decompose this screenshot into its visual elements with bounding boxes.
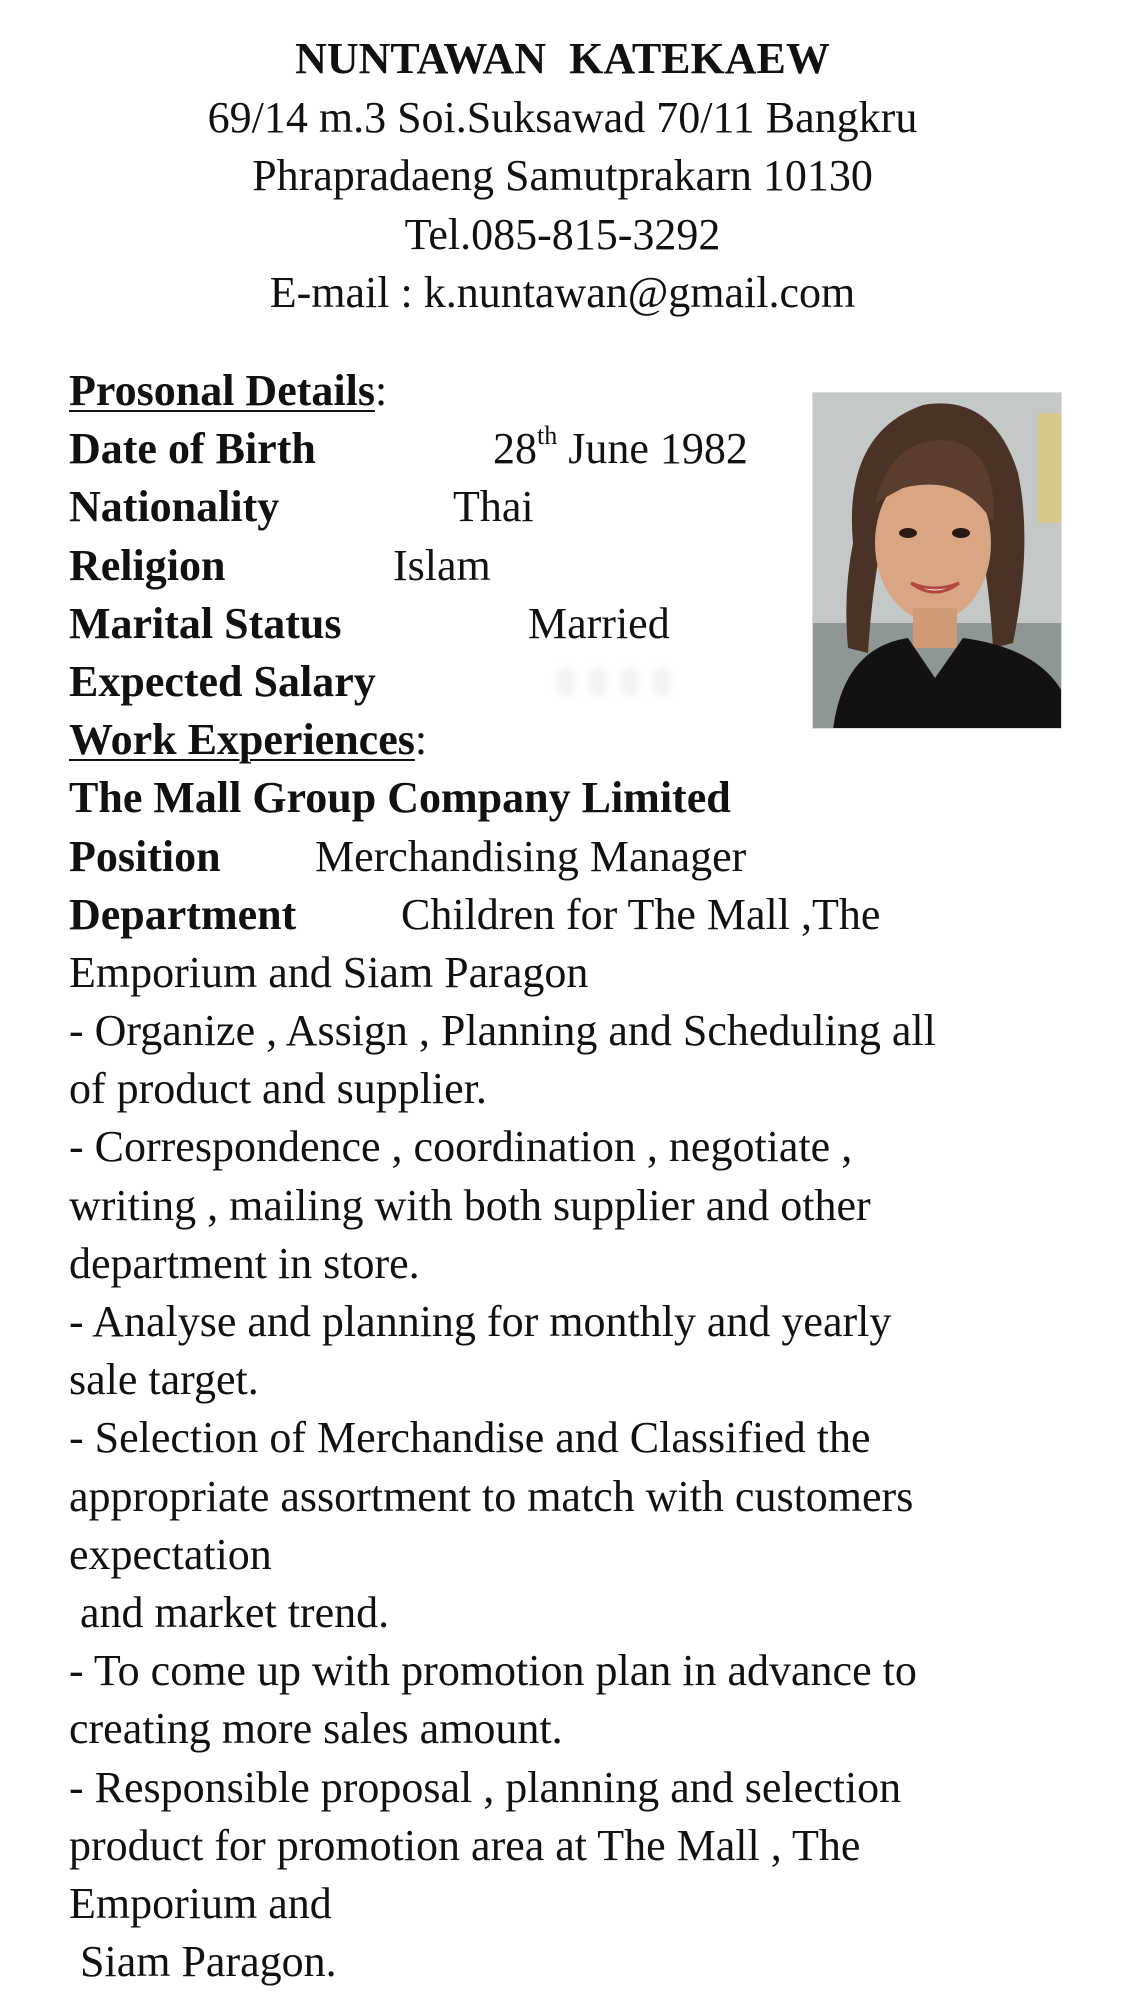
marital-label: Marital Status <box>69 598 342 648</box>
duty-line: writing , mailing with both supplier and other <box>69 1180 871 1230</box>
address-line-1: 69/14 m.3 Soi.Suksawad 70/11 Bangkru <box>207 92 918 142</box>
duty-line: department in store. <box>69 1238 420 1288</box>
duty-line: appropriate assortment to match with customers <box>69 1471 914 1521</box>
duty-line: of product and supplier. <box>69 1064 487 1114</box>
email-address: E-mail : k.nuntawan@gmail.com <box>269 268 856 317</box>
dob-ordinal: th <box>537 420 558 450</box>
heading-colon: : <box>374 366 388 415</box>
nationality-label: Nationality <box>69 482 280 532</box>
department-value-continued: Emporium and Siam Paragon <box>69 947 589 997</box>
duty-line: Emporium and <box>69 1878 332 1928</box>
duty-line: creating more sales amount. <box>69 1704 563 1754</box>
department-label: Department <box>69 889 297 939</box>
duty-line: - To come up with promotion plan in advance to <box>69 1646 917 1696</box>
duty-line: - Responsible proposal , planning and selection <box>69 1762 902 1812</box>
position-row <box>69 828 1089 886</box>
marital-row <box>69 595 1089 653</box>
salary-label: Expected Salary <box>69 656 376 706</box>
resume-header <box>0 30 1125 323</box>
duty-line: - Analyse and planning for monthly and yearly <box>69 1297 892 1346</box>
duty-line: Siam Paragon. <box>69 1937 337 1987</box>
dob-month-year: June 1982 <box>557 424 748 474</box>
marital-value: Married <box>528 598 670 648</box>
nationality-value: Thai <box>453 482 534 532</box>
religion-row <box>69 537 1089 595</box>
religion-value: Islam <box>393 540 491 590</box>
dob-value <box>493 420 748 478</box>
religion-label: Religion <box>69 540 226 590</box>
salary-row <box>69 653 1089 711</box>
applicant-name: NUNTAWAN KATEKAEW <box>295 34 830 83</box>
phone-number: Tel.085-815-3292 <box>404 209 721 259</box>
duty-line: and market trend. <box>69 1587 390 1637</box>
personal-details-heading: Prosonal Details <box>69 366 375 415</box>
salary-redacted-value <box>557 653 707 711</box>
duty-line: - Selection of Merchandise and Classified the <box>69 1413 871 1463</box>
department-row <box>69 886 1089 944</box>
dob-label: Date of Birth <box>69 424 316 474</box>
work-heading-colon: : <box>414 715 428 765</box>
duty-line: expectation <box>69 1529 272 1579</box>
duty-line: - Organize , Assign , Planning and Scheduling all <box>69 1006 936 1056</box>
duty-line: sale target. <box>69 1355 259 1405</box>
dob-row <box>69 420 1089 478</box>
work-heading-row <box>69 711 1089 769</box>
duty-line: product for promotion area at The Mall , The <box>69 1820 861 1870</box>
position-label: Position <box>69 831 221 881</box>
resume-body <box>69 362 1089 1991</box>
nationality-row <box>69 478 1089 536</box>
company-name: The Mall Group Company Limited <box>69 773 731 823</box>
duty-line: - Correspondence , coordination , negotiate , <box>69 1122 853 1172</box>
personal-details-heading-row <box>69 362 1089 420</box>
address-line-2: Phrapradaeng Samutprakarn 10130 <box>252 151 873 200</box>
dob-day: 28 <box>493 424 537 474</box>
department-value: Children for The Mall ,The <box>401 889 881 939</box>
work-experiences-heading: Work Experiences <box>69 715 415 765</box>
position-value: Merchandising Manager <box>315 831 747 881</box>
